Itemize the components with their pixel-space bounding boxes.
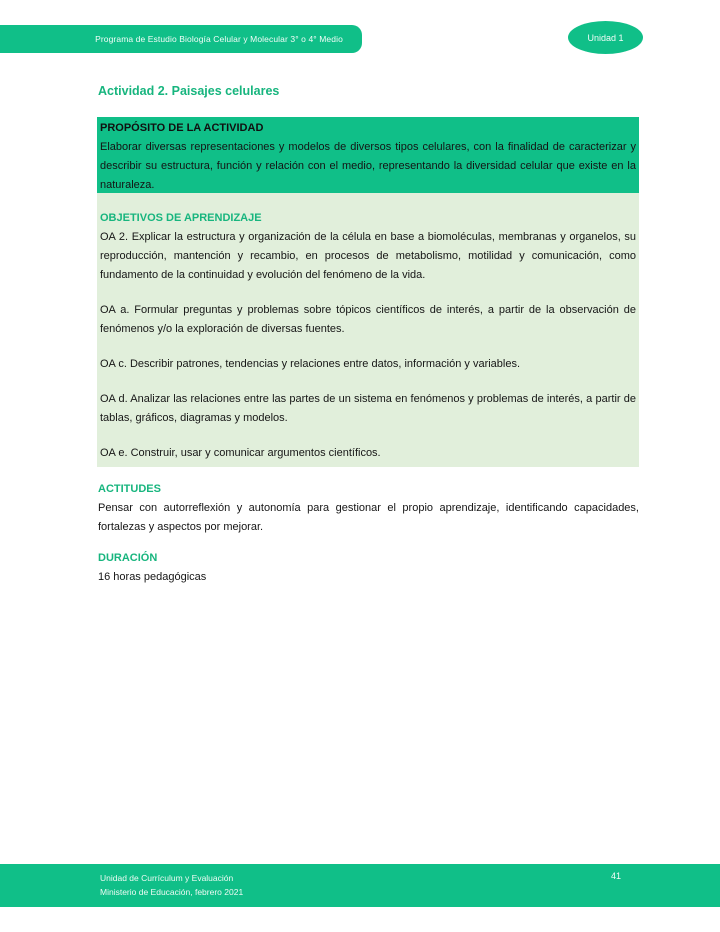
- activity-title: Actividad 2. Paisajes celulares: [98, 84, 280, 98]
- attitudes-heading: ACTITUDES: [98, 483, 161, 495]
- program-header-bar: [0, 25, 362, 53]
- footer-line-2: Ministerio de Educación, febrero 2021: [100, 887, 244, 897]
- unit-badge-label: Unidad 1: [587, 32, 624, 43]
- objectives-box: [97, 193, 639, 467]
- unit-badge: [568, 21, 643, 54]
- attitudes-section: [98, 480, 639, 537]
- purpose-box: [97, 117, 639, 196]
- objective-item-oa2: OA 2. Explicar la estructura y organización de la célula en base a biomoléculas, membranas y organelos, su reproducción, mantención y recambio, en procesos de metabolismo, motilidad y comunicación, como fundamento de la continuidad y evolución del fenómeno de la vida.: [100, 231, 636, 281]
- purpose-heading: PROPÓSITO DE LA ACTIVIDAD: [100, 122, 264, 134]
- duration-body: 16 horas pedagógicas: [98, 571, 207, 583]
- footer-line-1: Unidad de Currículum y Evaluación: [100, 873, 234, 883]
- duration-section: [98, 549, 639, 587]
- attitudes-body: Pensar con autorreflexión y autonomía para gestionar el propio aprendizaje, identificando capacidades, fortalezas y aspectos por mejorar.: [98, 502, 639, 533]
- objective-item-oae: OA e. Construir, usar y comunicar argumentos científicos.: [100, 447, 381, 459]
- purpose-body: Elaborar diversas representaciones y modelos de diversos tipos celulares, con la finalidad de caracterizar y describir su estructura, función y relación con el medio, representando la diversidad celular que existe en la naturaleza.: [100, 141, 636, 191]
- program-header-label: Programa de Estudio Biología Celular y Molecular 3° o 4° Medio: [95, 34, 343, 44]
- objective-item-oaa: OA a. Formular preguntas y problemas sobre tópicos científicos de interés, a partir de la observación de fenómenos y/o la exploración de diversas fuentes.: [100, 304, 636, 335]
- objectives-heading: OBJETIVOS DE APRENDIZAJE: [100, 212, 262, 224]
- page-number: 41: [611, 871, 622, 881]
- objective-item-oac: OA c. Describir patrones, tendencias y relaciones entre datos, información y variables.: [100, 358, 521, 370]
- objective-item-oad: OA d. Analizar las relaciones entre las partes de un sistema en fenómenos y problemas de interés, a partir de tablas, gráficos, diagramas y modelos.: [100, 393, 636, 424]
- duration-heading: DURACIÓN: [98, 552, 158, 564]
